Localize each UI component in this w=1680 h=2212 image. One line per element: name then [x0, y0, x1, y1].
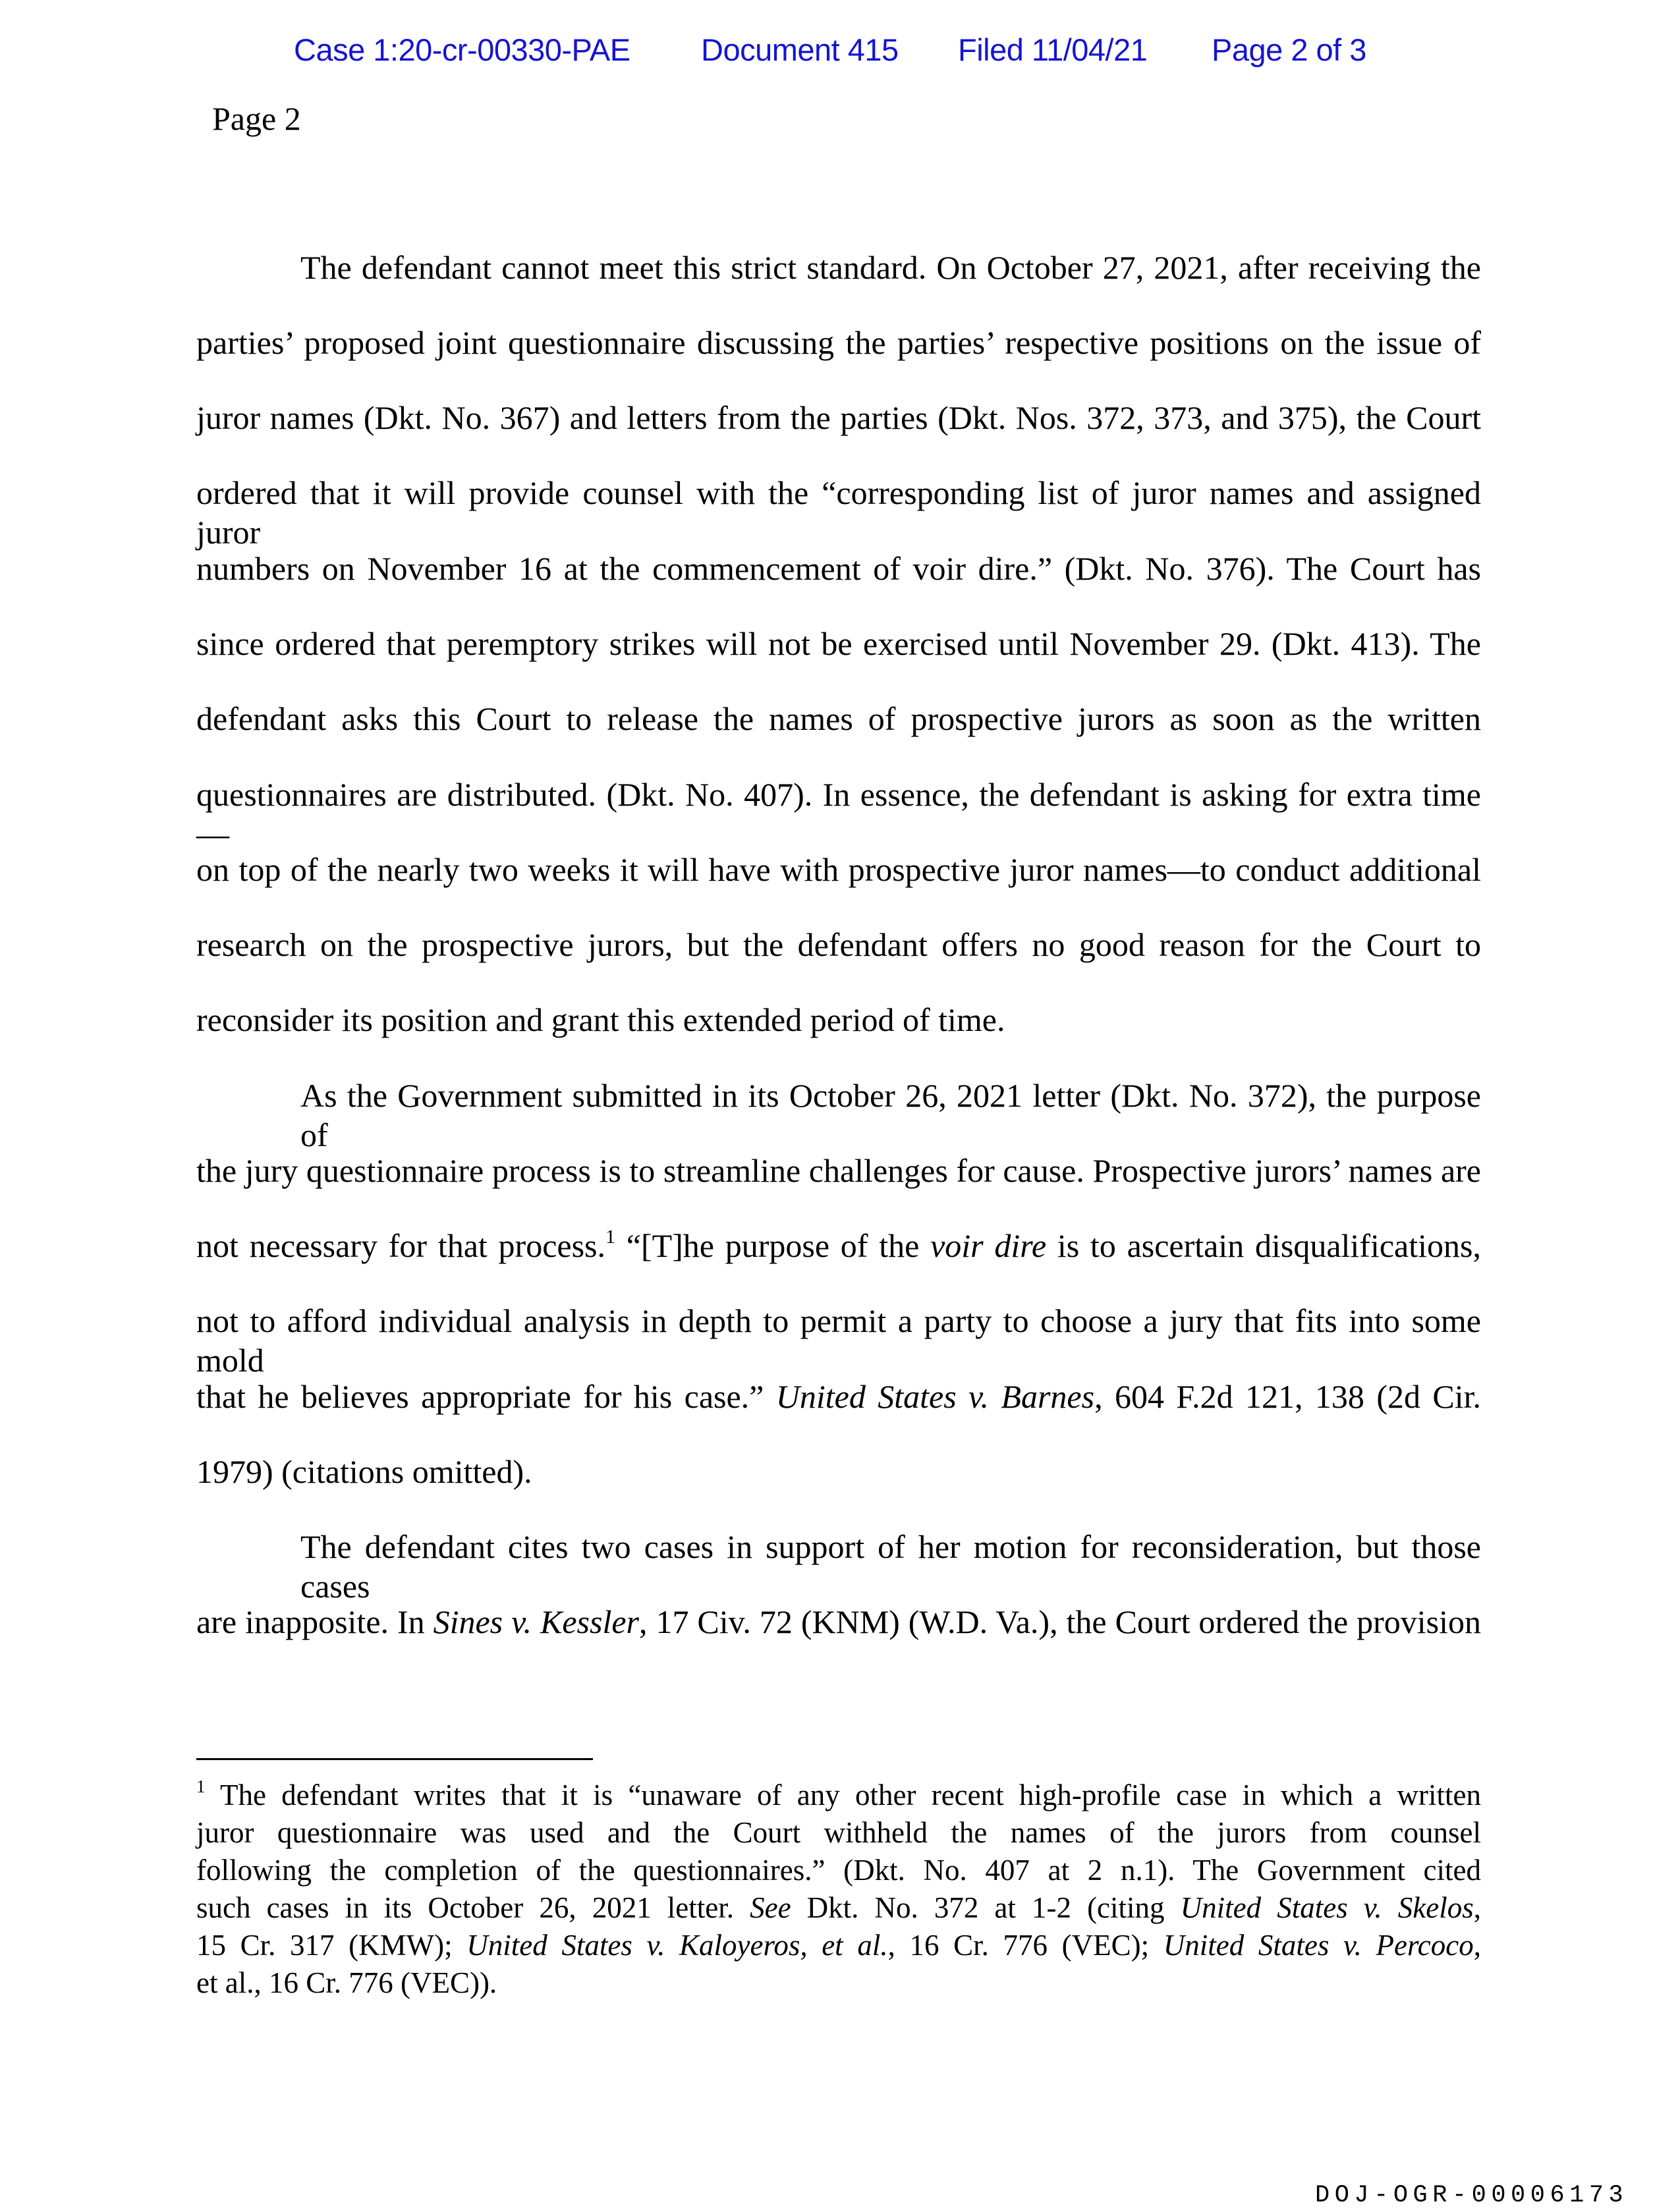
body-line: reconsider its position and grant this extended period of time.: [196, 1001, 1005, 1038]
header-case-number: Case 1:20-cr-00330-PAE: [294, 32, 630, 67]
body-line: 1979) (citations omitted).: [196, 1453, 532, 1490]
body-line: numbers on November 16 at the commencement of voir dire.” (Dkt. No. 376). The Court has: [196, 550, 1481, 587]
case-citation: Sines v. Kessler: [433, 1603, 640, 1640]
footnote-line: et al., 16 Cr. 776 (VEC)).: [196, 1966, 497, 1999]
footnote-line: $^1$ The defendant writes that it is “unaware of any other recent high-profile case in which a written: [196, 1777, 1481, 1811]
body-line: ordered that it will provide counsel with the “corresponding list of juror names and assigned juror: [196, 474, 1481, 551]
body-line: that he believes appropriate for his case.” United States v. Barnes, 604 F.2d 121, 138 (2d Cir.: [196, 1378, 1481, 1415]
body-line: research on the prospective jurors, but the defendant offers no good reason for the Court to: [196, 926, 1481, 963]
header-filed-date: Filed 11/04/21: [958, 32, 1148, 67]
body-line: not necessary for that process.$^1$ “[T]he purpose of the voir dire is to ascertain disqualifications,: [196, 1226, 1481, 1264]
body-line: juror names (Dkt. No. 367) and letters from the parties (Dkt. Nos. 372, 373, and 375), the Court: [196, 399, 1481, 436]
body-line: defendant asks this Court to release the names of prospective jurors as soon as the written: [196, 700, 1481, 737]
header-page-count: Page 2 of 3: [1212, 32, 1366, 67]
case-citation: United States v. Barnes: [775, 1378, 1095, 1415]
body-line: since ordered that peremptory strikes will not be exercised until November 29. (Dkt. 413). The: [196, 625, 1481, 662]
body-line: on top of the nearly two weeks it will have with prospective juror names—to conduct additional: [196, 851, 1481, 888]
body-line: The defendant cites two cases in support of her motion for reconsideration, but those cases: [300, 1528, 1481, 1605]
body-line: the jury questionnaire process is to streamline challenges for cause. Prospective jurors’ names are: [196, 1152, 1481, 1189]
footnote-reference[interactable]: 1: [605, 1226, 615, 1248]
footnote-line: such cases in its October 26, 2021 letter. See Dkt. No. 372 at 1-2 (citing United States v. Skelos,: [196, 1891, 1481, 1924]
body-line: As the Government submitted in its October 26, 2021 letter (Dkt. No. 372), the purpose of: [300, 1077, 1481, 1153]
body-line: questionnaires are distributed. (Dkt. No. 407). In essence, the defendant is asking for extra time—: [196, 776, 1481, 852]
body-line: not to afford individual analysis in depth to permit a party to choose a jury that fits into some mold: [196, 1302, 1481, 1379]
case-citation: United States v. Kaloyeros, et al.: [466, 1929, 888, 1962]
footnote-line: juror questionnaire was used and the Court withheld the names of the jurors from counsel: [196, 1816, 1481, 1849]
footnote-line: 15 Cr. 317 (KMW); United States v. Kaloyeros, et al., 16 Cr. 776 (VEC); United States v. Percoco,: [196, 1929, 1481, 1962]
case-citation: United States v. Percoco: [1163, 1929, 1474, 1962]
footnote-line: following the completion of the questionnaires.” (Dkt. No. 407 at 2 n.1). The Government cited: [196, 1854, 1481, 1887]
header-document-number: Document 415: [701, 32, 899, 67]
body-line: are inapposite. In Sines v. Kessler, 17 Civ. 72 (KNM) (W.D. Va.), the Court ordered the provision: [196, 1603, 1481, 1640]
case-citation: United States v. Skelos: [1180, 1891, 1474, 1924]
body-line: The defendant cannot meet this strict standard. On October 27, 2021, after receiving the: [300, 249, 1481, 286]
footnote-number: 1: [196, 1777, 206, 1797]
body-line: parties’ proposed joint questionnaire discussing the parties’ respective positions on the issue of: [196, 324, 1481, 361]
bates-number: DOJ-OGR-00006173: [1315, 2182, 1629, 2209]
footnote-separator: [196, 1758, 593, 1760]
page-label: Page 2: [212, 100, 301, 137]
